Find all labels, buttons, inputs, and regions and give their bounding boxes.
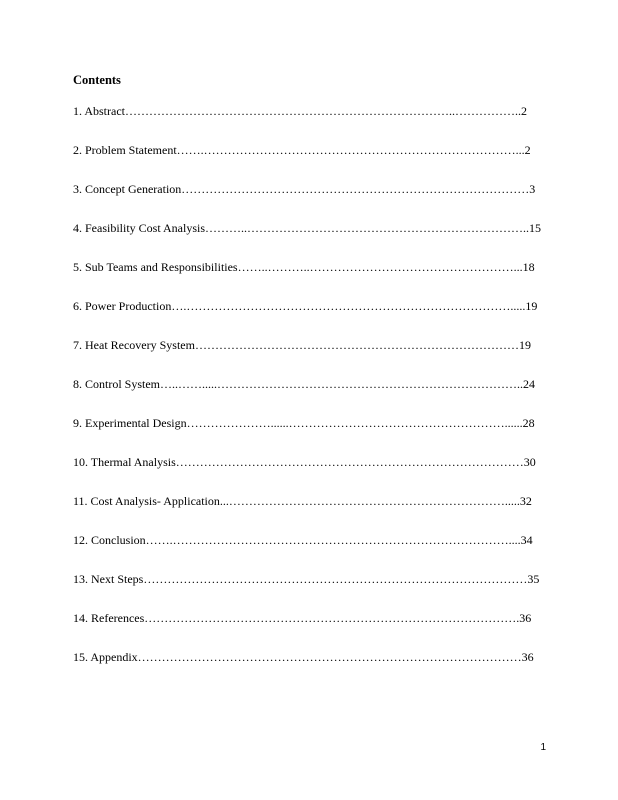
toc-entry-references[interactable]: 14. References………………………………………………………………………………….36 xyxy=(73,611,532,625)
toc-entry-conclusion[interactable]: 12. Conclusion…….…………………………………………………………………………....34 xyxy=(73,533,533,547)
toc-entry-cost-analysis-application[interactable]: 11. Cost Analysis- Application...…………………………………………………………….....32 xyxy=(73,494,532,508)
toc-entry-next-steps[interactable]: 13. Next Steps……………………………………………………………………………………35 xyxy=(73,572,540,586)
toc-entry-sub-teams[interactable]: 5. Sub Teams and Responsibilities……..………..……………………………………………...18 xyxy=(73,260,535,274)
toc-entry-experimental-design[interactable]: 9. Experimental Design…………………......………………………………………………......28 xyxy=(73,416,535,430)
toc-entry-heat-recovery-system[interactable]: 7. Heat Recovery System………………………………………………………………………19 xyxy=(73,338,531,352)
page-number: 1 xyxy=(540,742,546,753)
toc-entry-concept-generation[interactable]: 3. Concept Generation……………………………………………………………………………3 xyxy=(73,182,536,196)
toc-entry-control-system[interactable]: 8. Control System…..…….....…………………………………………………………………..24 xyxy=(73,377,536,391)
toc-entry-thermal-analysis[interactable]: 10. Thermal Analysis……………………………………………………………………………30 xyxy=(73,455,536,469)
toc-entry-feasibility-cost-analysis[interactable]: 4. Feasibility Cost Analysis………..……………………………………………………………..15 xyxy=(73,221,542,235)
toc-entry-appendix[interactable]: 15. Appendix……………………………………………………………………………………36 xyxy=(73,650,534,664)
toc-entry-abstract[interactable]: 1. Abstract………………………………………………………………………..……………..2 xyxy=(73,104,527,118)
contents-heading: Contents xyxy=(73,73,121,87)
toc-entry-problem-statement[interactable]: 2. Problem Statement…….……………………………………………………………………...2 xyxy=(73,143,531,157)
toc-entry-power-production[interactable]: 6. Power Production….……………………………………………………………………….....19 xyxy=(73,299,538,313)
